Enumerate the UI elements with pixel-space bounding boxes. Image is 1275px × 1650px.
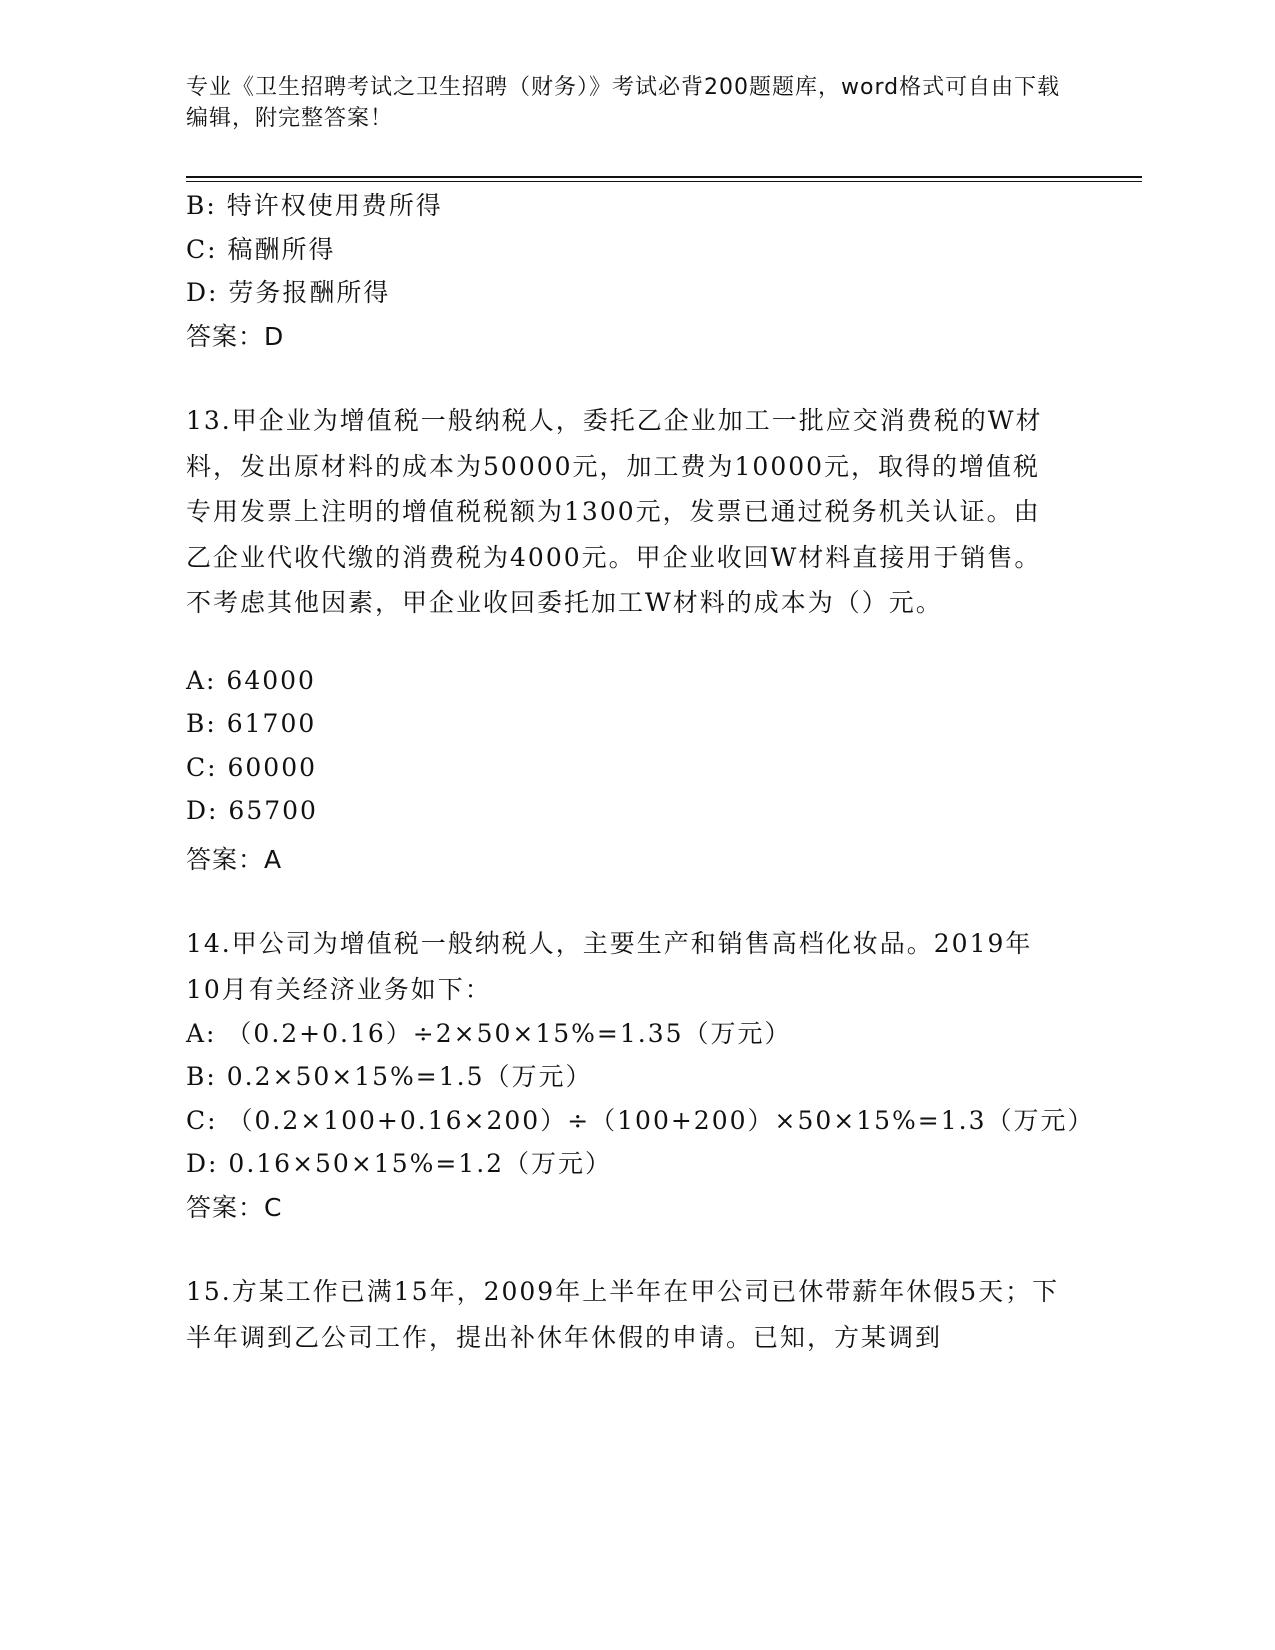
q13-option-d: D: 65700 bbox=[186, 796, 318, 825]
header-divider bbox=[186, 176, 1142, 178]
q13-option-a: A: 64000 bbox=[186, 666, 316, 695]
q13-option-b: B: 61700 bbox=[186, 709, 317, 738]
header-divider-thin bbox=[186, 181, 1142, 182]
q14-option-c: C: （0.2×100+0.16×200）÷（100+200）×50×15%=1.3（万元） bbox=[186, 1106, 1095, 1135]
q14-option-a: A: （0.2+0.16）÷2×50×15%=1.35（万元） bbox=[186, 1019, 792, 1048]
q14-option-d: D: 0.16×50×15%=1.2（万元） bbox=[186, 1149, 613, 1178]
q14-answer: 答案：C bbox=[186, 1193, 283, 1222]
q14-question: 14.甲公司为增值税一般纳税人，主要生产和销售高档化妆品。2019年10月有关经济业务如下： bbox=[186, 929, 1033, 1004]
q12-option-b: B: 特许权使用费所得 bbox=[186, 191, 443, 220]
q12-option-c: C: 稿酬所得 bbox=[186, 235, 336, 264]
q12-answer: 答案：D bbox=[186, 322, 285, 351]
q12-option-d: D: 劳务报酬所得 bbox=[186, 278, 391, 307]
q13-option-c: C: 60000 bbox=[186, 753, 318, 782]
q15-question: 15.方某工作已满15年，2009年上半年在甲公司已休带薪年休假5天；下半年调到乙公司工作，提出补休年休假的申请。已知，方某调到 bbox=[186, 1277, 1060, 1352]
q13-answer: 答案：A bbox=[186, 845, 283, 874]
document-header: 专业《卫生招聘考试之卫生招聘（财务）》考试必背200题题库，word格式可自由下载编辑，附完整答案！ bbox=[186, 75, 1061, 131]
q14-option-b: B: 0.2×50×15%=1.5（万元） bbox=[186, 1062, 593, 1091]
q13-question: 13.甲企业为增值税一般纳税人，委托乙企业加工一批应交消费税的W材料，发出原材料的成本为50000元，加工费为10000元，取得的增值税专用发票上注明的增值税税额为1300元，发票已通过税务机关认证。由乙企业代收代缴的消费税为4000元。甲企业收回W材料直接用于销售。不考虑其他因素，甲企业收回委托加工W材料的成本为（）元。 bbox=[186, 406, 1043, 617]
